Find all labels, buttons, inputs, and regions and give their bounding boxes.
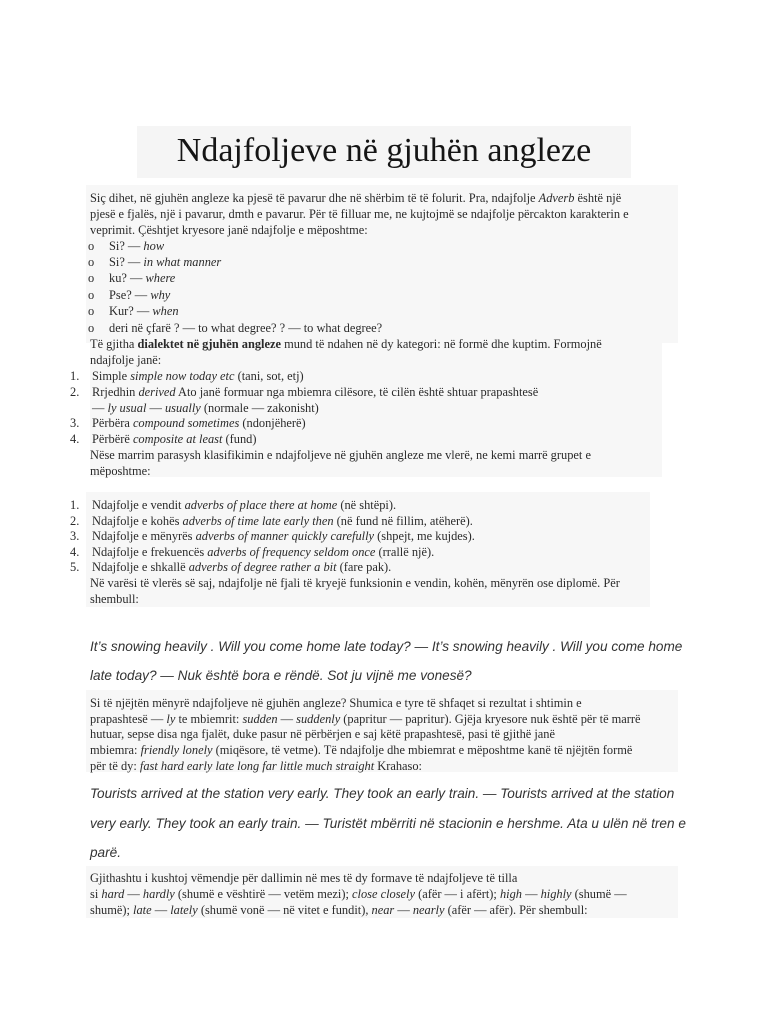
example-line: late today? — Nuk është bora e rëndë. Sot ju vijnë me vonesë? [90,668,472,683]
paragraph-line: mbiemra: friendly lonely (miqësore, të vetme). Të ndajfolje dhe mbiemrat e mëposhtme kanë të njëjtën formë [90,743,633,757]
page-title: Ndajfoljeve në gjuhën angleze [176,132,592,169]
paragraph-line: mëposhtme: [90,464,151,478]
list-item: Kur? — when [109,304,179,318]
paragraph-line: Të gjitha dialektet në gjuhën angleze mund të ndahen në dy kategori: në formë dhe kuptim. Formojnë [90,337,602,351]
list-item: Si? — how [109,239,165,253]
list-item: Ndajfolje e kohës adverbs of time late early then (në fund në fillim, atëherë). [92,514,473,528]
intro-line: veprimit. Çështjet kryesore janë ndajfolje e mëposhtme: [90,223,368,237]
example-line: very early. They took an early train. — Turistët mbërriti në stacionin e hershme. Ata u ulën në tren e [90,816,686,831]
list-number: 2. [70,514,80,528]
paragraph-line: hutuar, sepse disa nga fjalët, duke pasur në përbërjen e saj këtë prapashtesë, pasi të gjithë janë [90,727,556,741]
list-number: 4. [70,432,80,446]
list-item: Ndajfolje e vendit adverbs of place there at home (në shtëpi). [92,498,397,512]
list-number: 1. [70,369,80,383]
bullet-marker: o [88,271,95,285]
list-item: Përbërë composite at least (fund) [92,432,257,446]
example-line: Tourists arrived at the station very early. They took an early train. — Tourists arrived at the station [90,786,675,801]
paragraph-line: Si të njëjtën mënyrë ndajfoljeve në gjuhën angleze? Shumica e tyre të shfaqet si rezultat i shtimin e [90,696,582,710]
example-line: It’s snowing heavily . Will you come home late today? — It’s snowing heavily . Will you come home [90,639,683,654]
list-item: Përbëra compound sometimes (ndonjëherë) [92,416,306,430]
list-item: Ndajfolje e shkallë adverbs of degree rather a bit (fare pak). [92,560,392,574]
paragraph-line: për të dy: fast hard early late long far little much straight Krahaso: [90,759,422,773]
bullet-marker: o [88,304,95,318]
intro-line: Siç dihet, në gjuhën angleze ka pjesë të pavarur dhe në shërbim të të folurit. Pra, ndajfolje Adverb është një [90,191,622,205]
list-item: Pse? — why [109,288,171,302]
example-line: parë. [90,845,121,860]
list-number: 3. [70,416,80,430]
list-item: ku? — where [109,271,176,285]
paragraph-line: ndajfolje janë: [90,353,162,367]
list-item-continuation: — ly usual — usually (normale — zakonisht) [92,401,319,415]
bullet-marker: o [88,239,95,253]
list-item: deri në çfarë ? — to what degree? ? — to what degree? [109,321,383,335]
list-number: 1. [70,498,80,512]
paragraph-line: shembull: [90,592,139,606]
list-number: 4. [70,545,80,559]
paragraph-line: prapashtesë — ly te mbiemrit: sudden — suddenly (papritur — papritur). Gjëja kryesore nuk është për të marrë [90,712,641,726]
paragraph-line: shumë); late — lately (shumë vonë — në vitet e fundit), near — nearly (afër — afër). Për shembull: [90,903,588,917]
list-number: 5. [70,560,80,574]
list-number: 2. [70,385,80,399]
list-item: Si? — in what manner [109,255,222,269]
bullet-marker: o [88,255,95,269]
list-item: Ndajfolje e frekuencës adverbs of frequency seldom once (rrallë një). [92,545,435,559]
paragraph-line: Në varësi të vlerës së saj, ndajfolje në fjali të kryejë funksionin e vendin, kohën, mënyrën ose diplomë. Për [90,576,620,590]
paragraph-line: Gjithashtu i kushtoj vëmendje për dallimin në mes të dy formave të ndajfoljeve të tilla [90,871,518,885]
intro-line: pjesë e fjalës, një i pavarur, dmth e pavarur. Për të filluar me, ne kujtojmë se ndajfolje përcakton karakterin e [90,207,629,221]
list-item: Rrjedhin derived Ato janë formuar nga mbiemra cilësore, të cilën është shtuar prapashtesë [92,385,539,399]
bullet-marker: o [88,288,95,302]
list-number: 3. [70,529,80,543]
bullet-marker: o [88,321,95,335]
paragraph-line: si hard — hardly (shumë e vështirë — vetëm mezi); close closely (afër — i afërt); high — highly (shumë — [90,887,627,901]
list-item: Ndajfolje e mënyrës adverbs of manner quickly carefully (shpejt, me kujdes). [92,529,475,543]
paragraph-line: Nëse marrim parasysh klasifikimin e ndajfoljeve në gjuhën angleze me vlerë, ne kemi marrë grupet e [90,448,591,462]
list-item: Simple simple now today etc (tani, sot, etj) [92,369,304,383]
